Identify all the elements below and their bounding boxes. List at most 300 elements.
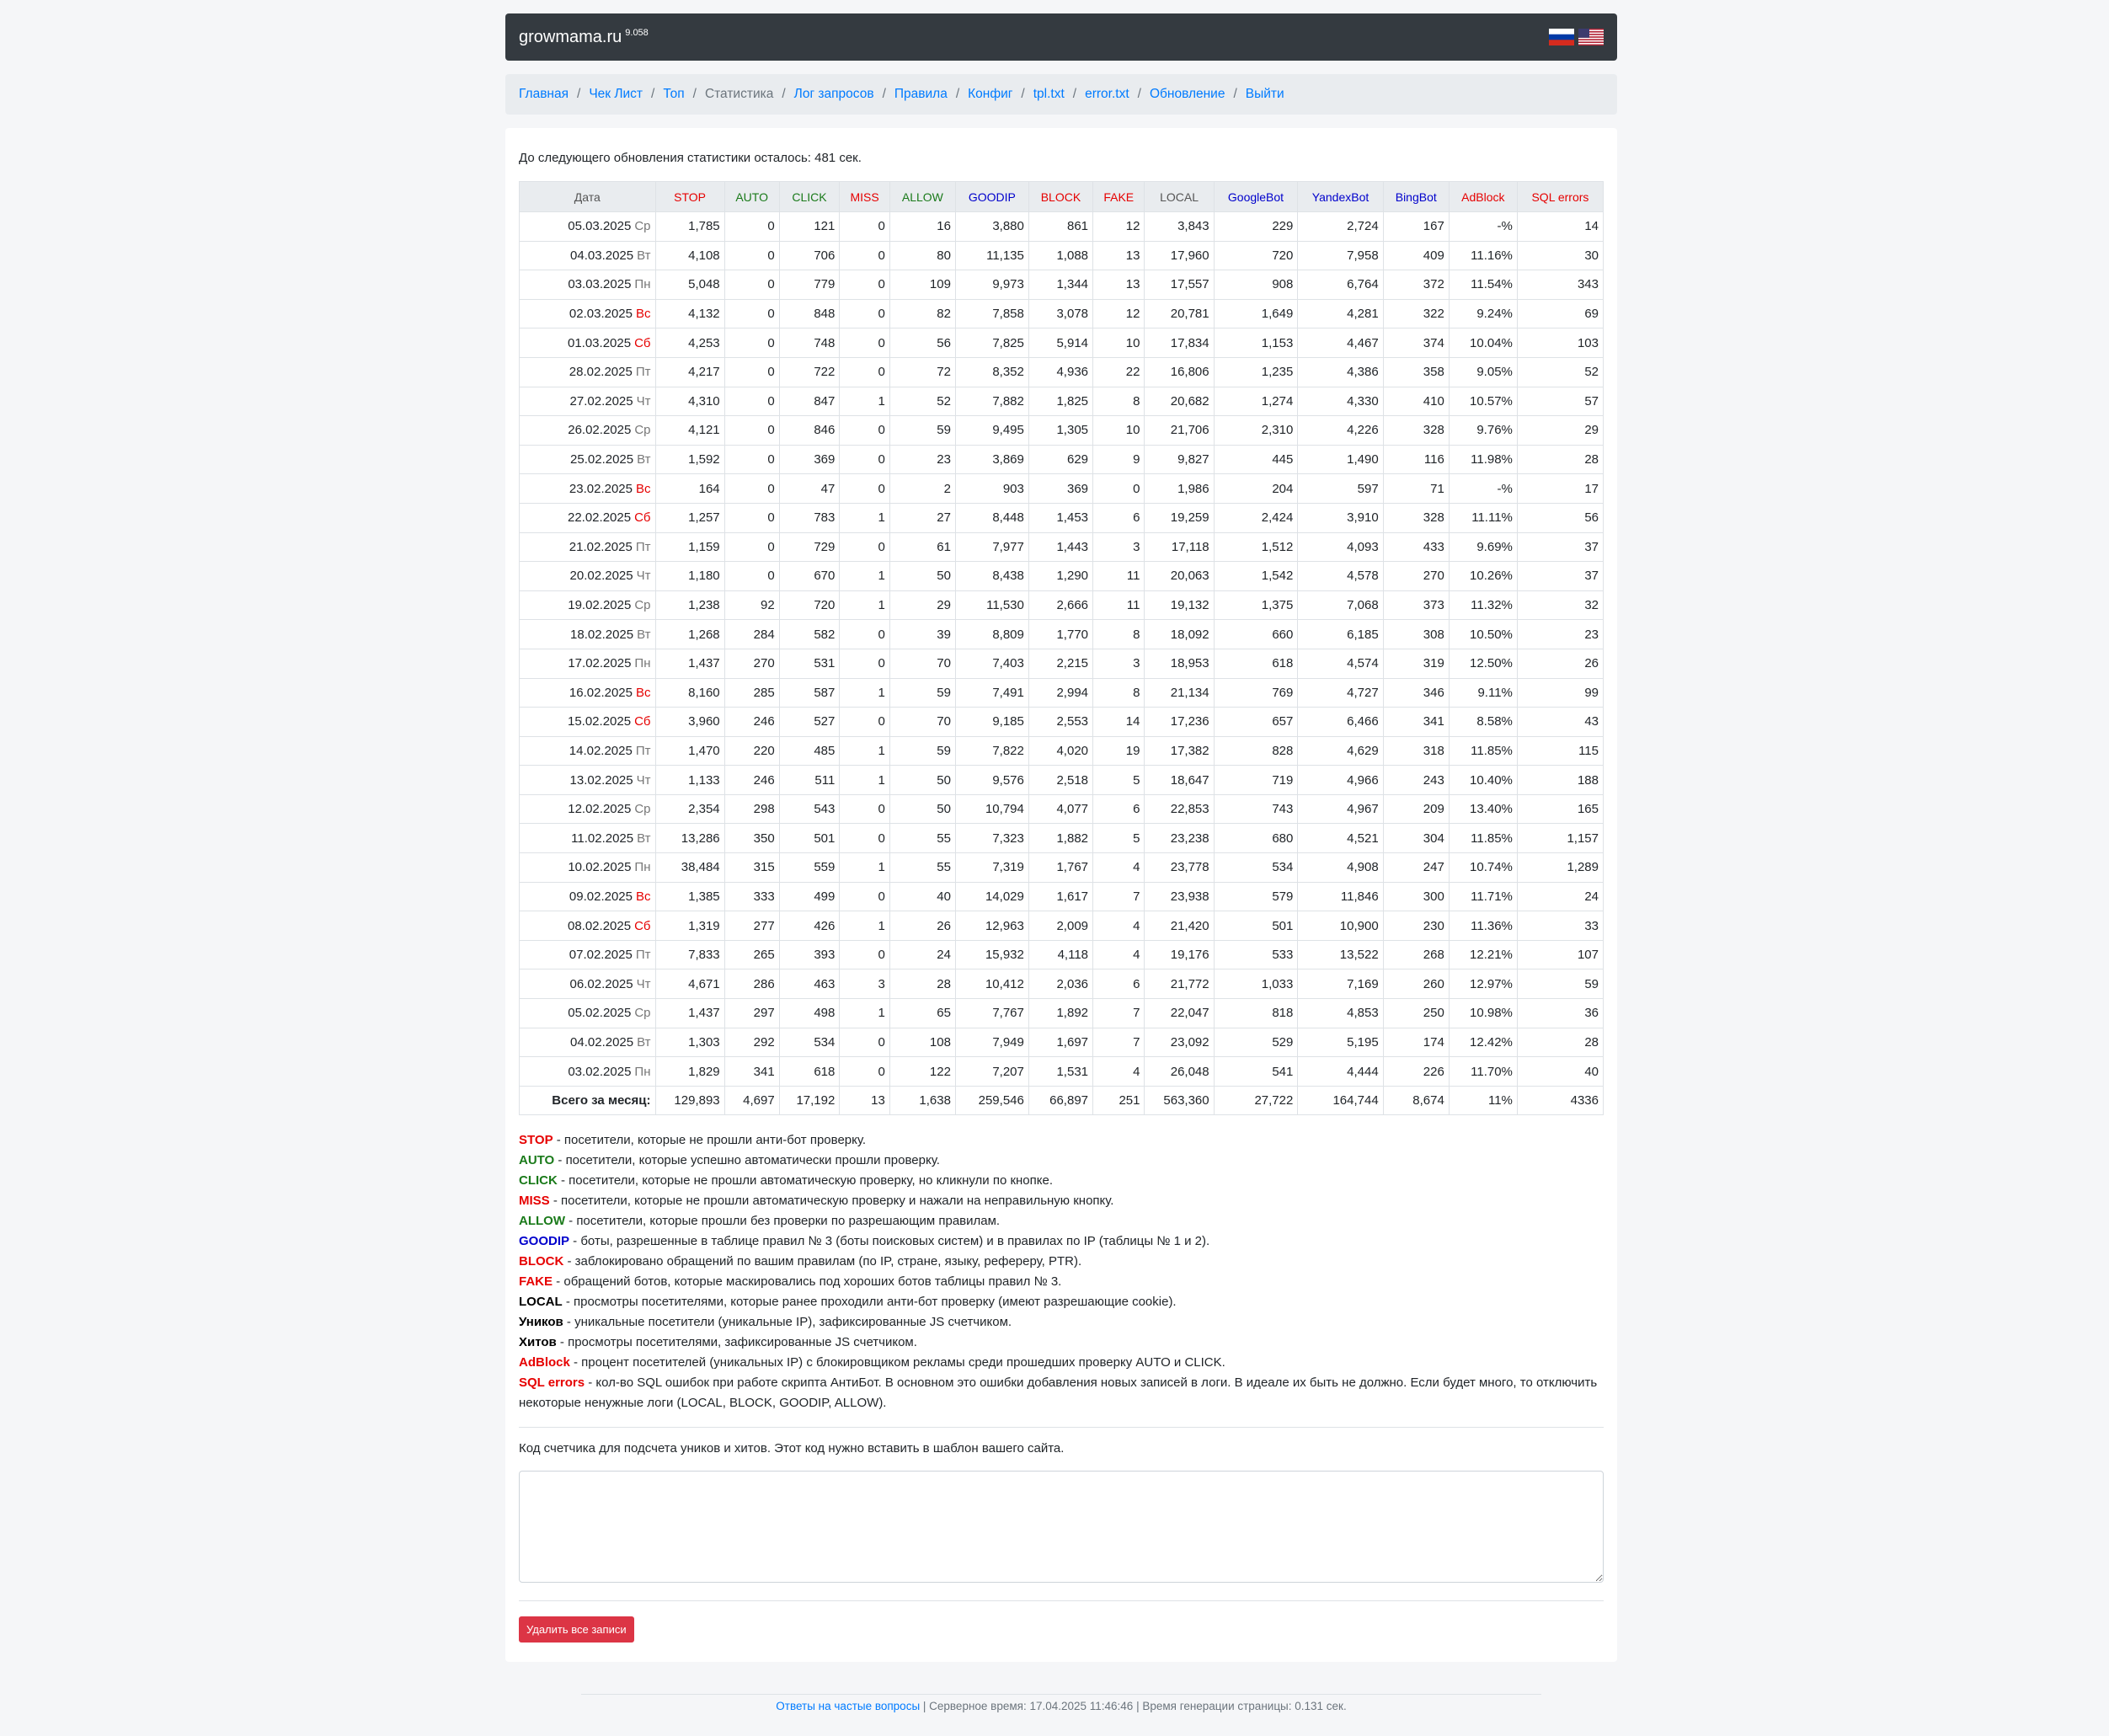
value-cell: 19,132 <box>1145 590 1214 620</box>
value-cell: 7,068 <box>1298 590 1383 620</box>
value-cell: 559 <box>779 853 840 883</box>
legend-description: - посетители, которые не прошли автоматическую проверку и нажали на неправильную кнопку. <box>549 1194 1114 1209</box>
value-cell: 3,960 <box>655 708 724 737</box>
value-cell: 4,121 <box>655 416 724 446</box>
value-cell: 8,352 <box>955 357 1028 387</box>
value-cell: 2,424 <box>1214 503 1298 532</box>
total-value-cell: 251 <box>1093 1086 1145 1115</box>
value-cell: 21,420 <box>1145 911 1214 941</box>
value-cell: 18,092 <box>1145 620 1214 649</box>
value-cell: 1,088 <box>1028 241 1092 270</box>
value-cell: 3 <box>1093 649 1145 678</box>
value-cell: 8 <box>1093 678 1145 708</box>
date-cell <box>520 940 656 969</box>
value-cell: 1,443 <box>1028 532 1092 562</box>
date-text: 01.03.2025 <box>567 335 632 350</box>
value-cell: 2,215 <box>1028 649 1092 678</box>
value-cell: 318 <box>1383 736 1449 766</box>
weekday-text: Вс <box>635 685 651 700</box>
value-cell: 1,892 <box>1028 999 1092 1028</box>
value-cell: 0 <box>724 212 779 242</box>
total-value-cell: 4336 <box>1517 1086 1603 1115</box>
us-flag-icon[interactable] <box>1578 29 1604 45</box>
date-cell <box>520 329 656 358</box>
value-cell: 0 <box>840 299 889 329</box>
breadcrumb-item[interactable]: Главная <box>519 87 569 101</box>
value-cell: 4,253 <box>655 329 724 358</box>
value-cell: 165 <box>1517 794 1603 824</box>
value-cell: 7,491 <box>955 678 1028 708</box>
total-value-cell: 259,546 <box>955 1086 1028 1115</box>
value-cell: 204 <box>1214 474 1298 504</box>
value-cell: 8,438 <box>955 562 1028 591</box>
value-cell: 4,908 <box>1298 853 1383 883</box>
weekday-text: Вт <box>637 831 651 846</box>
value-cell: 9.05% <box>1449 357 1517 387</box>
value-cell: 4,936 <box>1028 357 1092 387</box>
breadcrumb-item[interactable]: tpl.txt <box>1033 87 1065 101</box>
legend-description: - обращений ботов, которые маскировались под хороших ботов таблицы правил № 3. <box>553 1274 1062 1290</box>
value-cell: 0 <box>840 620 889 649</box>
value-cell: 69 <box>1517 299 1603 329</box>
value-cell: 1,470 <box>655 736 724 766</box>
weekday-text: Вт <box>637 1034 651 1050</box>
value-cell: 343 <box>1517 270 1603 300</box>
value-cell: 16 <box>889 212 955 242</box>
date-cell <box>520 387 656 416</box>
faq-link[interactable]: Ответы на частые вопросы <box>776 1700 921 1712</box>
brand[interactable] <box>519 28 649 47</box>
value-cell: 618 <box>779 1057 840 1087</box>
date-text: 20.02.2025 <box>569 569 633 584</box>
date-cell <box>520 416 656 446</box>
date-text: 10.02.2025 <box>568 860 632 875</box>
total-value-cell: 27,722 <box>1214 1086 1298 1115</box>
value-cell: 2,518 <box>1028 766 1092 795</box>
value-cell: 23 <box>1517 620 1603 649</box>
value-cell: 10 <box>1093 416 1145 446</box>
table-row <box>520 649 1604 678</box>
value-cell: 8,809 <box>955 620 1028 649</box>
value-cell: 2,354 <box>655 794 724 824</box>
value-cell: 2,009 <box>1028 911 1092 941</box>
value-cell: 21,706 <box>1145 416 1214 446</box>
value-cell: 0 <box>840 532 889 562</box>
breadcrumb-item[interactable]: Выйти <box>1245 87 1284 101</box>
table-row <box>520 474 1604 504</box>
breadcrumb-separator: / <box>1072 87 1077 101</box>
delete-all-records-button[interactable]: Удалить все записи <box>519 1616 634 1643</box>
breadcrumb-item[interactable]: error.txt <box>1085 87 1129 101</box>
legend-item <box>519 1252 1604 1272</box>
value-cell: 29 <box>889 590 955 620</box>
column-header: FAKE <box>1093 182 1145 212</box>
value-cell: 2,666 <box>1028 590 1092 620</box>
stats-card <box>505 128 1617 1662</box>
value-cell: 59 <box>1517 969 1603 999</box>
value-cell: 4,444 <box>1298 1057 1383 1087</box>
value-cell: 12 <box>1093 212 1145 242</box>
value-cell: 1,153 <box>1214 329 1298 358</box>
value-cell: 109 <box>889 270 955 300</box>
server-info: | Серверное время: 17.04.2025 11:46:46 | Время генерации страницы: 0.131 сек. <box>920 1700 1347 1712</box>
top-navbar <box>505 13 1617 61</box>
table-row <box>520 270 1604 300</box>
table-row <box>520 736 1604 766</box>
legend-term: Хитов <box>519 1335 557 1350</box>
value-cell: 1,375 <box>1214 590 1298 620</box>
russian-flag-icon[interactable] <box>1549 29 1574 45</box>
value-cell: 270 <box>724 649 779 678</box>
value-cell: 4,727 <box>1298 678 1383 708</box>
value-cell: 164 <box>655 474 724 504</box>
date-text: 09.02.2025 <box>569 889 633 904</box>
value-cell: 1,385 <box>655 882 724 911</box>
weekday-text: Сб <box>634 918 651 933</box>
weekday-text: Ср <box>634 219 651 234</box>
value-cell: 0 <box>840 708 889 737</box>
value-cell: 463 <box>779 969 840 999</box>
value-cell: 297 <box>724 999 779 1028</box>
legend-item <box>519 1353 1604 1373</box>
breadcrumb <box>505 74 1617 115</box>
value-cell: 903 <box>955 474 1028 504</box>
value-cell: 5,195 <box>1298 1028 1383 1057</box>
value-cell: 80 <box>889 241 955 270</box>
value-cell: 1 <box>840 853 889 883</box>
value-cell: 527 <box>779 708 840 737</box>
value-cell: 1 <box>840 387 889 416</box>
breadcrumb-item[interactable]: Обновление <box>1149 87 1225 101</box>
column-header: LOCAL <box>1145 182 1214 212</box>
value-cell: 1,303 <box>655 1028 724 1057</box>
legend-item <box>519 1312 1604 1333</box>
value-cell: 29 <box>1517 416 1603 446</box>
breadcrumb-item[interactable]: Правила <box>894 87 948 101</box>
total-label: Всего за месяц: <box>520 1086 656 1115</box>
legend-description: - посетители, которые прошли без проверки по разрешающим правилам. <box>564 1214 1001 1229</box>
value-cell: 11.11% <box>1449 503 1517 532</box>
value-cell: 11.85% <box>1449 736 1517 766</box>
breadcrumb-item[interactable]: Конфиг <box>968 87 1013 101</box>
value-cell: 30 <box>1517 241 1603 270</box>
table-row <box>520 620 1604 649</box>
value-cell: 10.98% <box>1449 999 1517 1028</box>
value-cell: 10.74% <box>1449 853 1517 883</box>
date-cell <box>520 1028 656 1057</box>
value-cell: 350 <box>724 824 779 853</box>
value-cell: 748 <box>779 329 840 358</box>
table-row <box>520 1057 1604 1087</box>
value-cell: 26 <box>1517 649 1603 678</box>
value-cell: 0 <box>724 270 779 300</box>
value-cell: 277 <box>724 911 779 941</box>
value-cell: 36 <box>1517 999 1603 1028</box>
value-cell: 10 <box>1093 329 1145 358</box>
date-cell <box>520 299 656 329</box>
value-cell: 8,160 <box>655 678 724 708</box>
table-row <box>520 678 1604 708</box>
value-cell: 26 <box>889 911 955 941</box>
value-cell: 908 <box>1214 270 1298 300</box>
value-cell: 230 <box>1383 911 1449 941</box>
date-text: 14.02.2025 <box>569 743 633 758</box>
value-cell: 7 <box>1093 1028 1145 1057</box>
value-cell: 107 <box>1517 940 1603 969</box>
value-cell: 372 <box>1383 270 1449 300</box>
legend-term: STOP <box>519 1133 553 1148</box>
weekday-text: Ср <box>634 423 651 438</box>
legend <box>519 1130 1604 1413</box>
value-cell: 13,286 <box>655 824 724 853</box>
value-cell: 7,169 <box>1298 969 1383 999</box>
value-cell: 4,108 <box>655 241 724 270</box>
value-cell: 341 <box>724 1057 779 1087</box>
table-row <box>520 299 1604 329</box>
value-cell: 19,176 <box>1145 940 1214 969</box>
breadcrumb-item[interactable]: Топ <box>663 87 685 101</box>
value-cell: 0 <box>724 241 779 270</box>
date-text: 06.02.2025 <box>569 976 633 991</box>
legend-term: CLICK <box>519 1173 558 1188</box>
value-cell: 4,467 <box>1298 329 1383 358</box>
value-cell: 65 <box>889 999 955 1028</box>
value-cell: 0 <box>724 445 779 474</box>
table-row <box>520 708 1604 737</box>
value-cell: 9,827 <box>1145 445 1214 474</box>
value-cell: 59 <box>889 736 955 766</box>
value-cell: 11,530 <box>955 590 1028 620</box>
value-cell: 12.50% <box>1449 649 1517 678</box>
value-cell: 660 <box>1214 620 1298 649</box>
date-cell <box>520 474 656 504</box>
legend-term: ALLOW <box>519 1214 565 1229</box>
value-cell: 226 <box>1383 1057 1449 1087</box>
value-cell: 285 <box>724 678 779 708</box>
value-cell: 0 <box>724 532 779 562</box>
date-cell <box>520 270 656 300</box>
value-cell: 1,159 <box>655 532 724 562</box>
value-cell: 4,310 <box>655 387 724 416</box>
value-cell: 7 <box>1093 999 1145 1028</box>
value-cell: 12.97% <box>1449 969 1517 999</box>
value-cell: 1,274 <box>1214 387 1298 416</box>
value-cell: 445 <box>1214 445 1298 474</box>
value-cell: 1,649 <box>1214 299 1298 329</box>
value-cell: 2,994 <box>1028 678 1092 708</box>
breadcrumb-separator: / <box>882 87 886 101</box>
date-text: 17.02.2025 <box>568 656 632 671</box>
column-header: YandexBot <box>1298 182 1383 212</box>
counter-code-label: Код счетчика для подсчета уников и хитов. Этот код нужно вставить в шаблон вашего сайта. <box>519 1441 1065 1456</box>
value-cell: 0 <box>724 329 779 358</box>
column-header: ALLOW <box>889 182 955 212</box>
table-row <box>520 416 1604 446</box>
value-cell: 729 <box>779 532 840 562</box>
value-cell: 1,829 <box>655 1057 724 1087</box>
value-cell: 13,522 <box>1298 940 1383 969</box>
value-cell: 37 <box>1517 562 1603 591</box>
legend-term: FAKE <box>519 1274 553 1290</box>
breadcrumb-separator: / <box>692 87 697 101</box>
value-cell: 7,977 <box>955 532 1028 562</box>
value-cell: 99 <box>1517 678 1603 708</box>
value-cell: 56 <box>889 329 955 358</box>
date-cell <box>520 445 656 474</box>
countdown-text: До следующего обновления статистики осталось: 481 сек. <box>519 151 862 165</box>
value-cell: 6,185 <box>1298 620 1383 649</box>
date-text: 05.02.2025 <box>568 1006 632 1021</box>
date-text: 11.02.2025 <box>571 831 634 846</box>
value-cell: 511 <box>779 766 840 795</box>
value-cell: 59 <box>889 678 955 708</box>
value-cell: 498 <box>779 999 840 1028</box>
value-cell: 7,825 <box>955 329 1028 358</box>
brand-name: growmama.ru <box>519 27 622 46</box>
value-cell: 4,093 <box>1298 532 1383 562</box>
value-cell: 9.24% <box>1449 299 1517 329</box>
value-cell: 1,882 <box>1028 824 1092 853</box>
value-cell: 1 <box>840 562 889 591</box>
date-text: 19.02.2025 <box>568 598 632 613</box>
table-row <box>520 590 1604 620</box>
table-row <box>520 329 1604 358</box>
table-header-row <box>520 182 1604 212</box>
value-cell: 52 <box>889 387 955 416</box>
value-cell: 11.71% <box>1449 882 1517 911</box>
date-cell <box>520 1057 656 1087</box>
date-text: 23.02.2025 <box>569 481 633 496</box>
value-cell: 3,880 <box>955 212 1028 242</box>
value-cell: 7,319 <box>955 853 1028 883</box>
value-cell: 167 <box>1383 212 1449 242</box>
date-text: 15.02.2025 <box>567 714 632 729</box>
value-cell: 4,967 <box>1298 794 1383 824</box>
value-cell: 0 <box>724 416 779 446</box>
legend-term: BLOCK <box>519 1254 564 1269</box>
value-cell: -% <box>1449 212 1517 242</box>
value-cell: 7,323 <box>955 824 1028 853</box>
value-cell: 8 <box>1093 387 1145 416</box>
legend-term: LOCAL <box>519 1295 563 1310</box>
value-cell: 582 <box>779 620 840 649</box>
counter-code-textarea[interactable] <box>519 1471 1604 1583</box>
value-cell: 6,466 <box>1298 708 1383 737</box>
value-cell: 9,185 <box>955 708 1028 737</box>
date-cell <box>520 678 656 708</box>
breadcrumb-separator: / <box>577 87 581 101</box>
value-cell: 315 <box>724 853 779 883</box>
value-cell: 328 <box>1383 416 1449 446</box>
column-header: AUTO <box>724 182 779 212</box>
date-cell <box>520 562 656 591</box>
legend-item <box>519 1292 1604 1312</box>
value-cell: 284 <box>724 620 779 649</box>
value-cell: 4 <box>1093 911 1145 941</box>
breadcrumb-item[interactable]: Чек Лист <box>589 87 643 101</box>
value-cell: 9.76% <box>1449 416 1517 446</box>
weekday-text: Чт <box>636 393 651 409</box>
value-cell: 11,135 <box>955 241 1028 270</box>
value-cell: 17,557 <box>1145 270 1214 300</box>
value-cell: 0 <box>840 940 889 969</box>
weekday-text: Вт <box>637 248 651 263</box>
weekday-text: Чт <box>636 569 651 584</box>
value-cell: 680 <box>1214 824 1298 853</box>
value-cell: 229 <box>1214 212 1298 242</box>
legend-term: AdBlock <box>519 1355 570 1370</box>
value-cell: 50 <box>889 562 955 591</box>
legend-item <box>519 1231 1604 1252</box>
value-cell: 2,553 <box>1028 708 1092 737</box>
value-cell: 18,647 <box>1145 766 1214 795</box>
value-cell: 818 <box>1214 999 1298 1028</box>
value-cell: 3 <box>840 969 889 999</box>
legend-term: AUTO <box>519 1153 555 1168</box>
value-cell: 4,330 <box>1298 387 1383 416</box>
table-row <box>520 387 1604 416</box>
value-cell: 11 <box>1093 590 1145 620</box>
value-cell: 0 <box>840 329 889 358</box>
total-value-cell: 563,360 <box>1145 1086 1214 1115</box>
value-cell: 828 <box>1214 736 1298 766</box>
value-cell: 32 <box>1517 590 1603 620</box>
value-cell: 6 <box>1093 969 1145 999</box>
legend-description: - посетители, которые не прошли автоматическую проверку, но кликнули по кнопке. <box>557 1173 1053 1188</box>
table-row <box>520 794 1604 824</box>
value-cell: 3,869 <box>955 445 1028 474</box>
value-cell: 43 <box>1517 708 1603 737</box>
value-cell: 0 <box>840 824 889 853</box>
legend-description: - заблокировано обращений по вашим правилам (по IP, стране, языку, рефереру, PTR). <box>563 1254 1082 1269</box>
value-cell: 346 <box>1383 678 1449 708</box>
legend-item <box>519 1211 1604 1231</box>
weekday-text: Вс <box>635 307 651 322</box>
weekday-text: Пт <box>635 948 651 963</box>
value-cell: 1,770 <box>1028 620 1092 649</box>
value-cell: 369 <box>1028 474 1092 504</box>
value-cell: 22,853 <box>1145 794 1214 824</box>
weekday-text: Сб <box>634 714 651 729</box>
breadcrumb-separator: / <box>782 87 786 101</box>
value-cell: 0 <box>724 562 779 591</box>
value-cell: 5 <box>1093 824 1145 853</box>
value-cell: 50 <box>889 766 955 795</box>
breadcrumb-item[interactable]: Лог запросов <box>793 87 874 101</box>
value-cell: 4,386 <box>1298 357 1383 387</box>
total-row <box>520 1086 1604 1115</box>
value-cell: 20,063 <box>1145 562 1214 591</box>
value-cell: 369 <box>779 445 840 474</box>
value-cell: 1 <box>840 766 889 795</box>
breadcrumb-separator: / <box>1233 87 1237 101</box>
value-cell: 1,437 <box>655 649 724 678</box>
value-cell: 2,724 <box>1298 212 1383 242</box>
value-cell: 1,180 <box>655 562 724 591</box>
legend-item <box>519 1333 1604 1353</box>
value-cell: 10.50% <box>1449 620 1517 649</box>
value-cell: 7,207 <box>955 1057 1028 1087</box>
value-cell: 426 <box>779 911 840 941</box>
date-text: 04.03.2025 <box>570 248 634 263</box>
value-cell: 38,484 <box>655 853 724 883</box>
value-cell: 7,403 <box>955 649 1028 678</box>
value-cell: 0 <box>840 357 889 387</box>
breadcrumb-separator: / <box>1137 87 1141 101</box>
value-cell: 543 <box>779 794 840 824</box>
value-cell: 0 <box>840 212 889 242</box>
value-cell: 108 <box>889 1028 955 1057</box>
